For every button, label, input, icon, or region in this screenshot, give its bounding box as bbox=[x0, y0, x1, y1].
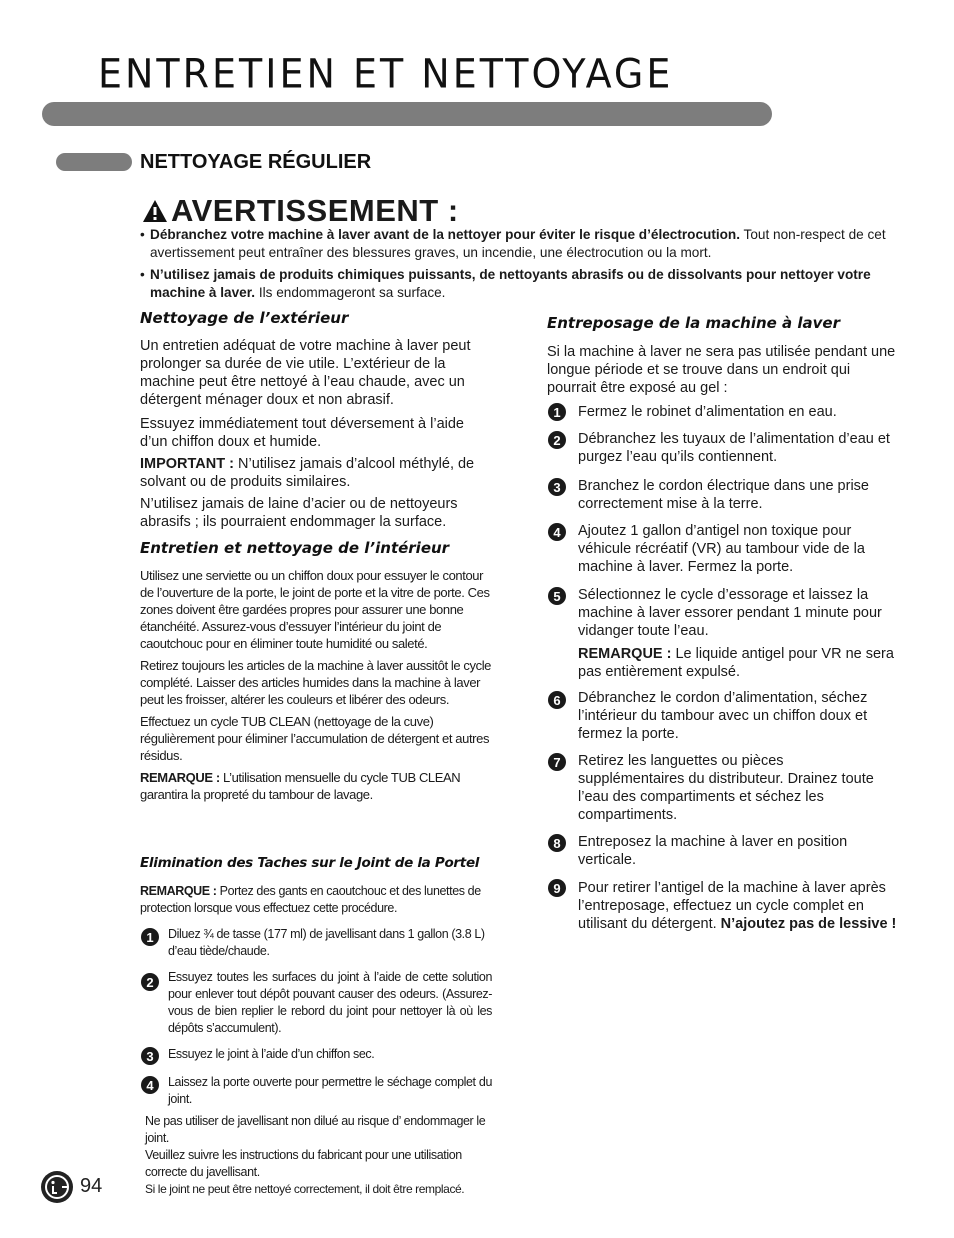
exterior-section bbox=[140, 337, 492, 531]
step-number-badge: 3 bbox=[548, 478, 566, 496]
step-number-badge: 2 bbox=[548, 431, 566, 449]
storage-step-text: Sélectionnez le cycle d’essorage et laissez la machine à laver essorer pendant 1 minute pour vidanger toute l’eau. bbox=[578, 587, 882, 639]
warning-item: • N’utilisez jamais de produits chimiques puissants, de nettoyants abrasifs ou de dissolvants pour nettoyer votre machine à laver. Ils endommageront sa surface. bbox=[140, 267, 871, 300]
section-heading: NETTOYAGE RÉGULIER bbox=[140, 151, 372, 173]
step-number-badge: 2 bbox=[141, 973, 159, 991]
stains-footer-line: Veuillez suivre les instructions du fabricant pour une utilisation correcte du javellisant. bbox=[145, 1148, 462, 1179]
page-title: ENTRETIEN ET NETTOYAGE bbox=[98, 50, 674, 98]
storage-step-text: Retirez les languettes ou pièces supplémentaires du distributeur. Drainez toute l’eau des compartiments et séchez les compartiments. bbox=[578, 753, 874, 823]
step-number-badge: 4 bbox=[141, 1076, 159, 1094]
exterior-heading: Nettoyage de l’extérieur bbox=[140, 309, 349, 327]
storage-step-note: REMARQUE : Le liquide antigel pour VR ne sera pas entièrement expulsé. bbox=[578, 646, 894, 680]
storage-step-text: Débranchez les tuyaux de l’alimentation d’eau et purgez l’eau qu’ils contiennent. bbox=[578, 431, 890, 465]
interior-paragraph: Utilisez une serviette ou un chiffon doux pour essuyer le contour de l’ouverture de la porte, le joint de porte et la vitre de porte. Ces zones doivent être gardées propres pour assurer une bonne étanchéité. Assurez-vous d’essuyer l’intérieur du joint de caoutchouc pour en éliminer toute humidité ou saleté. bbox=[140, 568, 490, 651]
warning-item: • Débranchez votre machine à laver avant de la nettoyer pour éviter le risque d’électrocution. Tout non-respect de cet avertissement peut entraîner des blessures graves, un incendie, une électrocution ou la mort. bbox=[140, 227, 886, 260]
lg-logo-icon bbox=[40, 1170, 74, 1209]
step-number-badge: 4 bbox=[548, 523, 566, 541]
storage-step-5 bbox=[578, 586, 900, 681]
title-divider-bar bbox=[42, 102, 772, 126]
warning-title-text: AVERTISSEMENT : bbox=[171, 193, 459, 228]
storage-step-text: Entreposez la machine à laver en position verticale. bbox=[578, 834, 848, 868]
stain-step-text: Diluez ¾ de tasse (177 ml) de javellisant dans 1 gallon (3.8 L) d’eau tiède/chaude. bbox=[168, 927, 485, 958]
interior-paragraph: Retirez toujours les articles de la machine à laver aussitôt le cycle complété. Laisser des articles humides dans la machine à laver peut les froisser, altérer les couleurs et libérer des odeurs. bbox=[140, 658, 492, 707]
warning-triangle-icon bbox=[142, 199, 168, 223]
interior-paragraph: Effectuez un cycle TUB CLEAN (nettoyage de la cuve) régulièrement pour éliminer l’accumulation de détergent et autres résidus. bbox=[140, 714, 490, 763]
storage-step-text: Ajoutez 1 gallon d’antigel non toxique pour véhicule récréatif (VR) au tambour vide de la machine à laver. Fermez la porte. bbox=[578, 523, 865, 575]
stains-footer-notes bbox=[145, 1113, 497, 1198]
exterior-paragraph: N’utilisez jamais de laine d’acier ou de nettoyeurs abrasifs ; ils pourraient endommager la surface. bbox=[140, 496, 458, 530]
interior-heading: Entretien et nettoyage de l’intérieur bbox=[140, 539, 450, 557]
storage-step-text: Débranchez le cordon d’alimentation, séchez l’intérieur du tambour avec un chiffon doux et fermez la porte. bbox=[578, 690, 868, 742]
page-number: 94 bbox=[80, 1175, 103, 1197]
section-marker-pill bbox=[56, 153, 132, 171]
step-number-badge: 8 bbox=[548, 834, 566, 852]
stains-note: REMARQUE : Portez des gants en caoutchouc et des lunettes de protection lorsque vous effectuez cette procédure. bbox=[140, 884, 481, 915]
stain-step-text: Essuyez toutes les surfaces du joint à l’aide de cette solution pour enlever tout dépôt pouvant causer des odeurs. (Assurez-vous de bien replier le rebord du joint pour nettoyer là où les dépôts s’accumulent). bbox=[168, 970, 492, 1035]
stains-heading: Elimination des Taches sur le Joint de la Portel bbox=[140, 855, 480, 871]
warning-list bbox=[140, 226, 900, 306]
storage-step-text: Branchez le cordon électrique dans une prise correctement mise à la terre. bbox=[578, 478, 869, 512]
step-number-badge: 5 bbox=[548, 587, 566, 605]
stains-footer-line: Ne pas utiliser de javellisant non dilué au risque d’ endommager le joint. bbox=[145, 1114, 486, 1145]
exterior-paragraph: Un entretien adéquat de votre machine à laver peut prolonger sa durée de vie utile. L’extérieur de la machine peut être nettoyé à l’eau chaude, avec un détergent ménager doux et non abrasif. bbox=[140, 338, 471, 408]
storage-heading: Entreposage de la machine à laver bbox=[547, 314, 841, 332]
interior-section bbox=[140, 567, 492, 803]
storage-step-text: Fermez le robinet d’alimentation en eau. bbox=[578, 404, 837, 420]
storage-intro: Si la machine à laver ne sera pas utilisée pendant une longue période et se trouve dans un endroit qui pourrait être exposé au gel : bbox=[547, 344, 896, 396]
exterior-paragraph: Essuyez immédiatement tout déversement à l’aide d’un chiffon doux et humide. bbox=[140, 416, 464, 450]
stain-step-text: Laissez la porte ouverte pour permettre le séchage complet du joint. bbox=[168, 1075, 492, 1106]
interior-note: REMARQUE : L’utilisation mensuelle du cycle TUB CLEAN garantira la propreté du tambour de lavage. bbox=[140, 770, 461, 802]
step-number-badge: 6 bbox=[548, 691, 566, 709]
step-number-badge: 3 bbox=[141, 1047, 159, 1065]
stains-footer-line: Si le joint ne peut être nettoyé correctement, il doit être remplacé. bbox=[145, 1182, 465, 1196]
step-number-badge: 9 bbox=[548, 879, 566, 897]
storage-step-text: Pour retirer l’antigel de la machine à laver après l’entreposage, effectuez un cycle complet en utilisant du détergent. N’ajoutez pas de lessive ! bbox=[578, 880, 897, 932]
stain-step-text: Essuyez le joint à l’aide d’un chiffon sec. bbox=[168, 1047, 375, 1061]
step-number-badge: 7 bbox=[548, 753, 566, 771]
exterior-important: IMPORTANT : N’utilisez jamais d’alcool méthylé, de solvant ou de produits similaires. bbox=[140, 456, 475, 490]
step-number-badge: 1 bbox=[548, 403, 566, 421]
step-number-badge: 1 bbox=[141, 928, 159, 946]
warning-title bbox=[142, 193, 459, 229]
